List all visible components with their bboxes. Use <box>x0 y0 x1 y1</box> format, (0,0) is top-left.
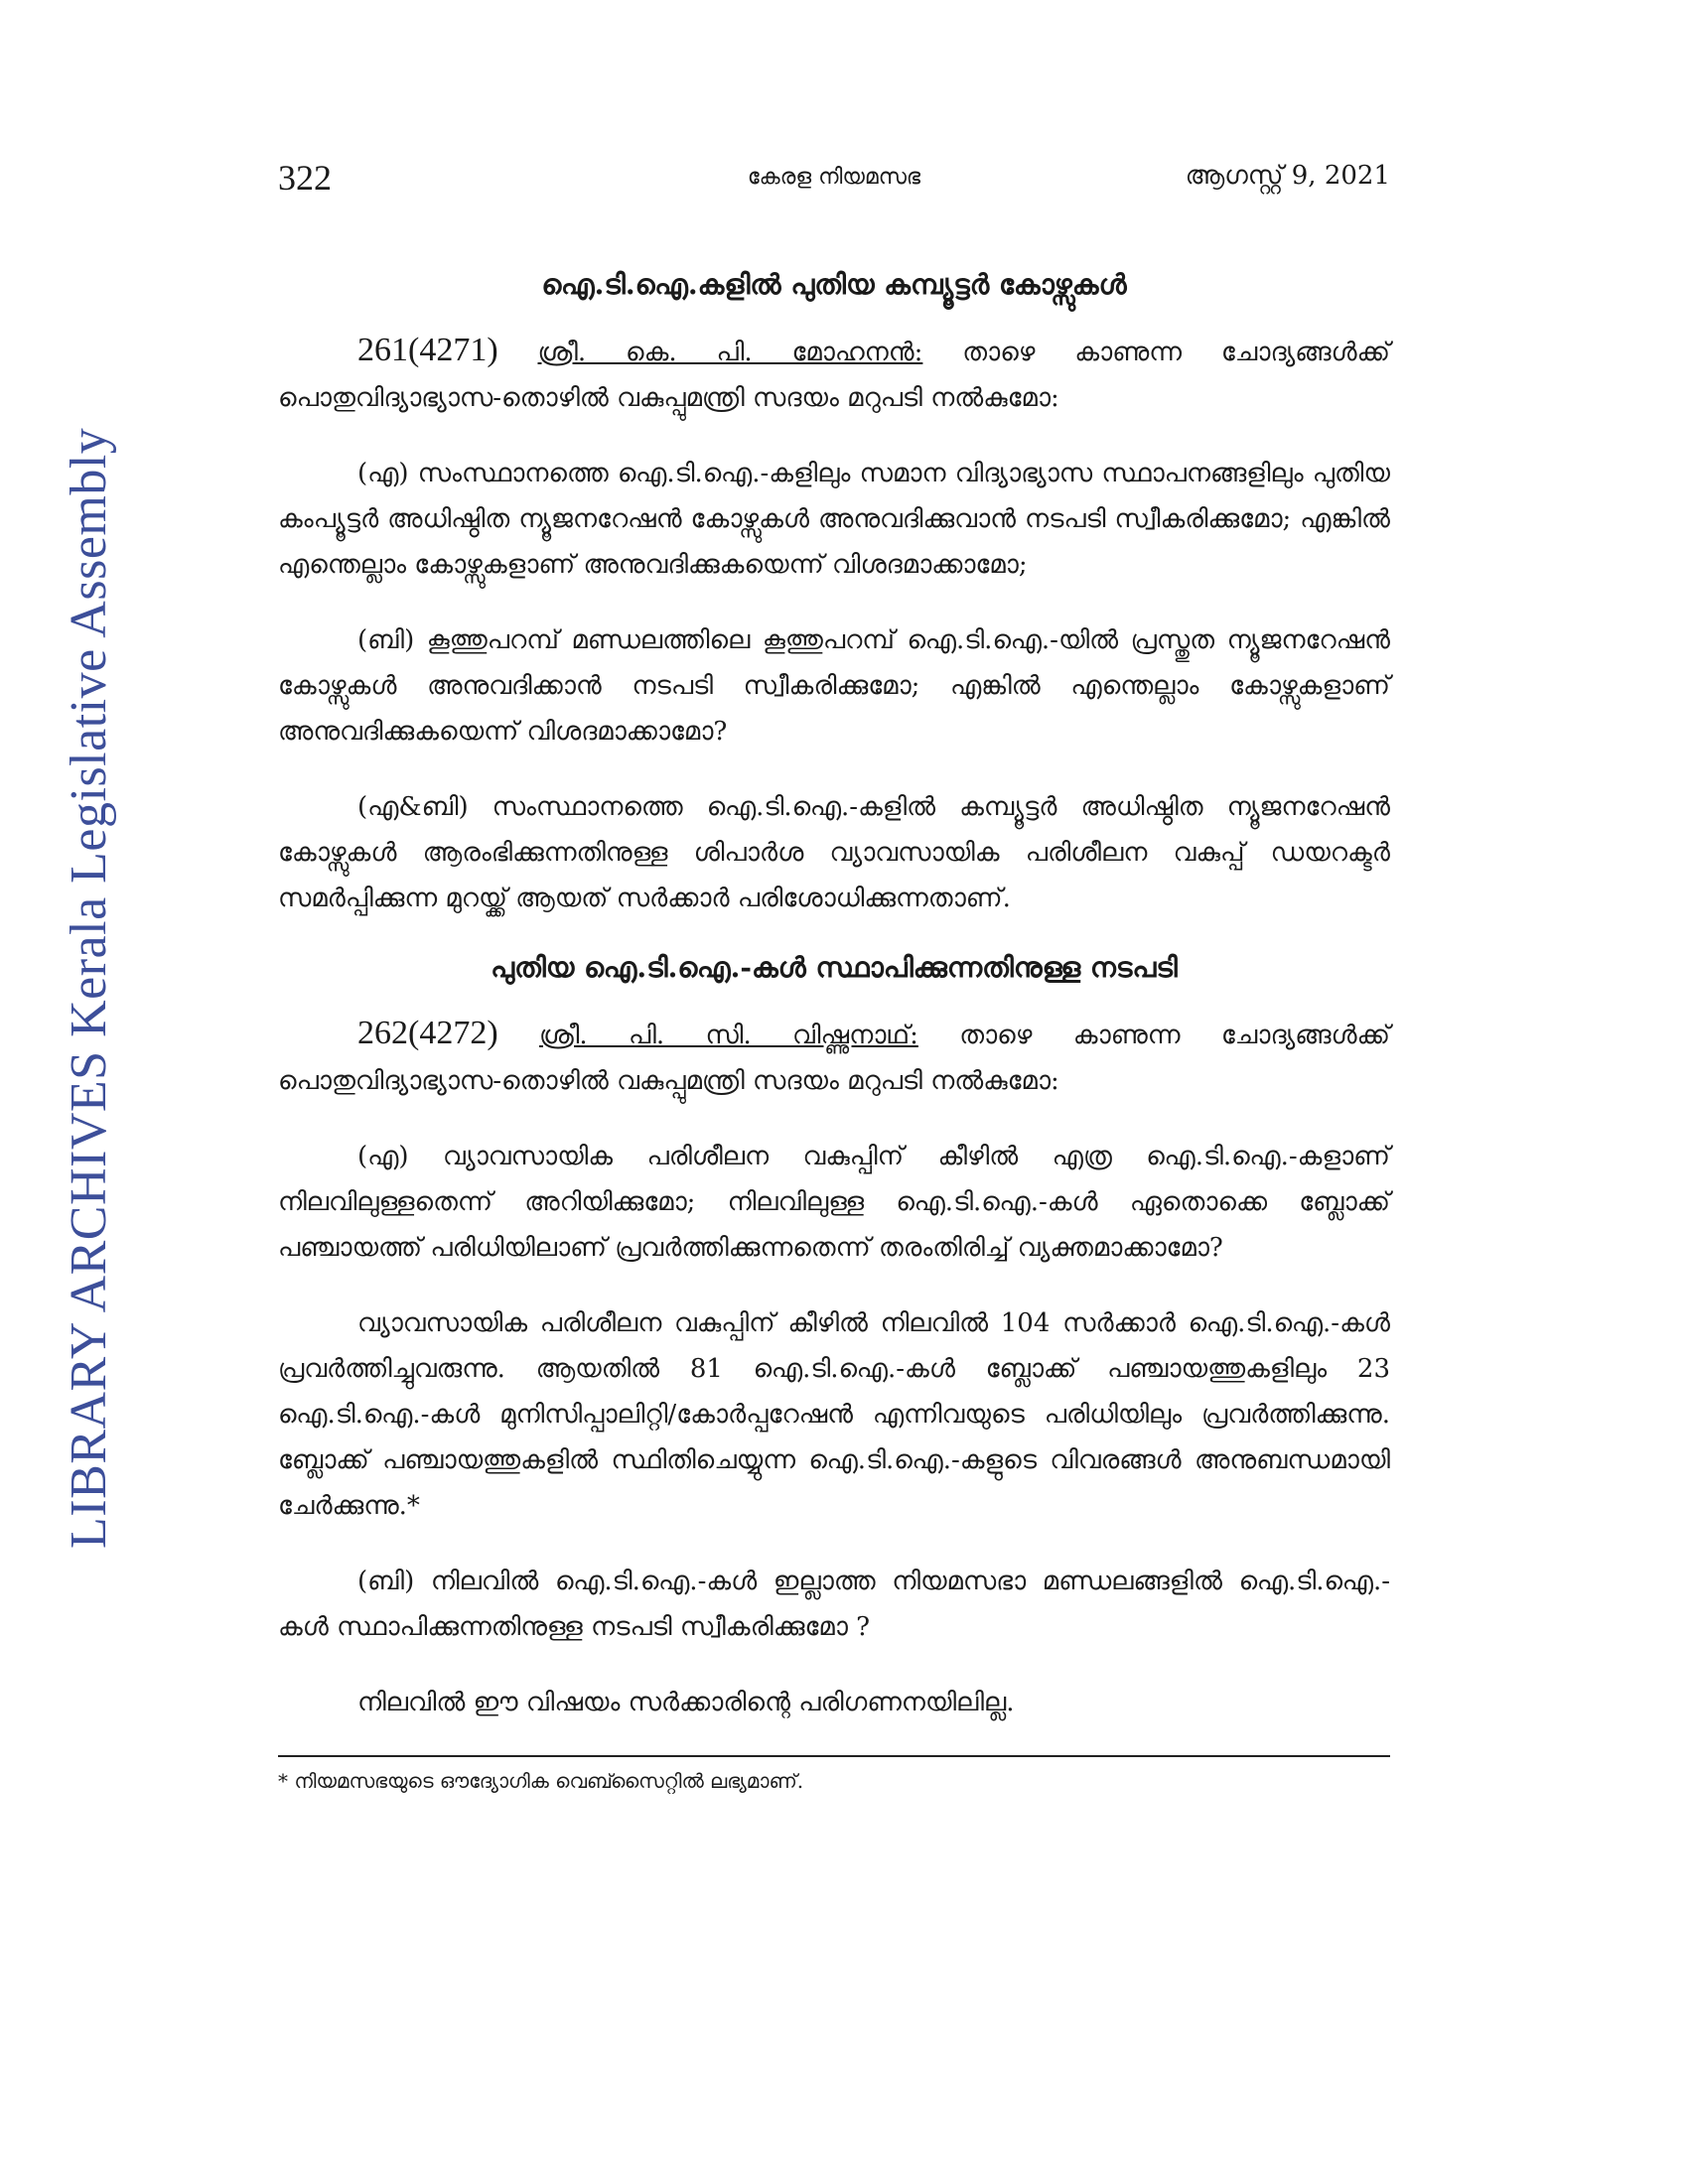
question-title: ഐ.ടി.ഐ.കളിൽ പുതിയ കമ്പ്യൂട്ടർ കോഴ്സുകൾ <box>541 268 1127 301</box>
member-name: ശ്രീ. പി. സി. വിഷ്ണുനാഥ്: <box>539 1021 918 1050</box>
question-intro <box>278 328 1390 421</box>
question-part-b: (ബി) കൂത്തുപറമ്പ് മണ്ഡലത്തിലെ കൂത്തുപറമ്പ് ഐ.ടി.ഐ.-യിൽ പ്രസ്തുത ന്യൂജനറേഷൻ കോഴ്സുകൾ അനുവദിക്കാൻ നടപടി സ്വീകരിക്കുമോ; എങ്കിൽ എന്തെല്ലാം കോഴ്സുകളാണ് അനുവദിക്കുകയെന്ന് വിശദമാക്കാമോ? <box>278 625 1390 747</box>
question-number: 261(4271) <box>357 332 498 368</box>
question-part-a: (എ) സംസ്ഥാനത്തെ ഐ.ടി.ഐ.-കളിലും സമാന വിദ്യാഭ്യാസ സ്ഥാപനങ്ങളിലും പുതിയ കംപ്യൂട്ടർ അധിഷ്ഠിത ന്യൂജനറേഷൻ കോഴ്സുകൾ അനുവദിക്കുവാൻ നടപടി സ്വീകരിക്കുമോ; എങ്കിൽ എന്തെല്ലാം കോഴ്സുകളാണ് അനുവദിക്കുകയെന്ന് വിശദമാക്കാമോ; <box>278 459 1390 580</box>
question-part-a: (എ) വ്യാവസായിക പരിശീലന വകുപ്പിന് കീഴിൽ എത്ര ഐ.ടി.ഐ.-കളാണ് നിലവിലുള്ളതെന്ന് അറിയിക്കുമോ; നിലവിലുള്ള ഐ.ടി.ഐ.-കൾ ഏതൊക്കെ ബ്ലോക്ക് പഞ്ചായത്ത് പരിധിയിലാണ് പ്രവർത്തിക്കുന്നതെന്ന് തരംതിരിച്ച് വ്യക്തമാക്കാമോ? <box>278 1142 1390 1263</box>
page-number: 322 <box>278 158 332 198</box>
document-body <box>278 268 1390 1793</box>
intro-text: താഴെ കാണുന്ന ചോദ്യങ്ങൾക്ക് പൊതുവിദ്യാഭ്യാസ-തൊഴിൽ വകുപ്പുമന്ത്രി സദയം മറുപടി നൽകുമോ: <box>278 1021 1391 1096</box>
footnote-divider <box>278 1755 1390 1757</box>
question-part-b: (ബി) നിലവിൽ ഐ.ടി.ഐ.-കൾ ഇല്ലാത്ത നിയമസഭാ മണ്ഡലങ്ങളിൽ ഐ.ടി.ഐ.-കൾ സ്ഥാപിക്കുന്നതിനുള്ള നടപടി സ്വീകരിക്കുമോ ? <box>278 1567 1390 1642</box>
answer-text: നിലവിൽ ഈ വിഷയം സർക്കാരിന്റെ പരിഗണനയിലില്ല. <box>357 1688 1015 1717</box>
answer-text: വ്യാവസായിക പരിശീലന വകുപ്പിന് കീഴിൽ നിലവിൽ 104 സർക്കാർ ഐ.ടി.ഐ.-കൾ പ്രവർത്തിച്ചുവരുന്നു. ആയതിൽ 81 ഐ.ടി.ഐ.-കൾ ബ്ലോക്ക് പഞ്ചായത്തുകളിലും 23 ഐ.ടി.ഐ.-കൾ മുനിസിപ്പാലിറ്റി/കോർപ്പറേഷൻ എന്നിവയുടെ പരിധിയിലും പ്രവർത്തിക്കുന്നു. ബ്ലോക്ക് പഞ്ചായത്തുകളിൽ സ്ഥിതിചെയ്യുന്ന ഐ.ടി.ഐ.-കളുടെ വിവരങ്ങൾ അനുബന്ധമായി ചേർക്കുന്നു.* <box>278 1308 1390 1521</box>
archive-watermark: LIBRARY ARCHIVES Kerala Legislative Assembly <box>61 427 117 1549</box>
header-title: കേരള നിയമസഭ <box>747 165 921 190</box>
answer-text: (എ&ബി) സംസ്ഥാനത്തെ ഐ.ടി.ഐ.-കളിൽ കമ്പ്യൂട്ടർ അധിഷ്ഠിത ന്യൂജനറേഷൻ കോഴ്സുകൾ ആരംഭിക്കുന്നതിനുള്ള ശിപാർശ വ്യാവസായിക പരിശീലന വകുപ്പ് ഡയറക്ടർ സമർപ്പിക്കുന്ന മുറയ്ക്ക് ആയത് സർക്കാർ പരിശോധിക്കുന്നതാണ്. <box>278 792 1390 913</box>
question-title: പുതിയ ഐ.ടി.ഐ.-കൾ സ്ഥാപിക്കുന്നതിനുള്ള നടപടി <box>491 951 1178 984</box>
header-date: ആഗസ്റ്റ് 9, 2021 <box>1185 161 1390 191</box>
member-name: ശ്രീ. കെ. പി. മോഹനൻ: <box>537 338 923 367</box>
intro-text: താഴെ കാണുന്ന ചോദ്യങ്ങൾക്ക് പൊതുവിദ്യാഭ്യാസ-തൊഴിൽ വകുപ്പുമന്ത്രി സദയം മറുപടി നൽകുമോ: <box>278 338 1391 413</box>
question-intro <box>278 1011 1390 1104</box>
question-number: 262(4272) <box>357 1015 498 1051</box>
page-header <box>278 157 1390 206</box>
footnote: * നിയമസഭയുടെ ഔദ്യോഗിക വെബ്സൈറ്റിൽ ലഭ്യമാണ്. <box>278 1769 804 1793</box>
